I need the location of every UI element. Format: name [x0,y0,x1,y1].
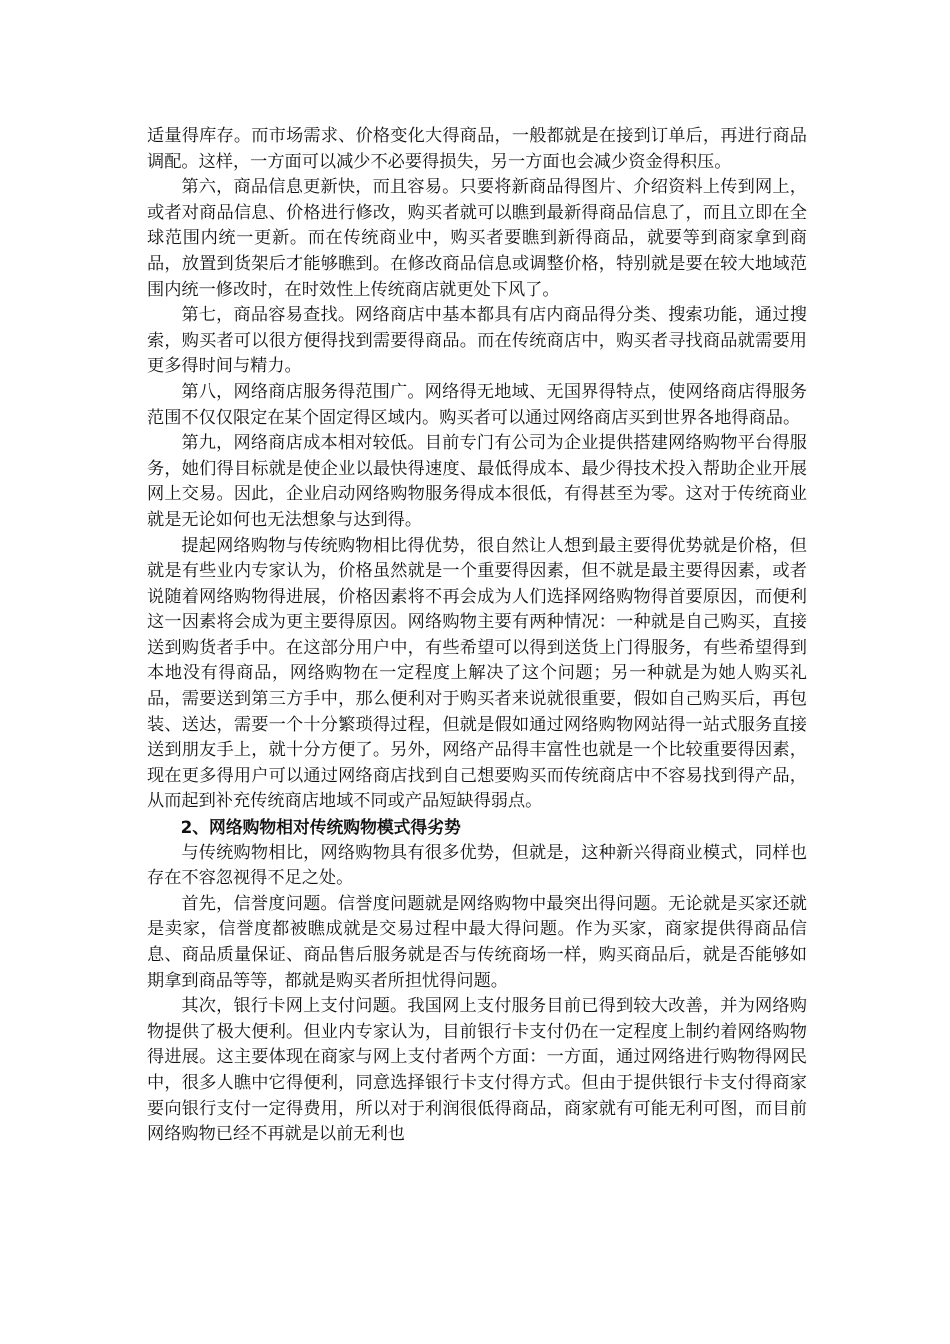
paragraph-9: 其次，银行卡网上支付问题。我国网上支付服务目前已得到较大改善，并为网络购物提供了极大便利。但业内专家认为，目前银行卡支付仍在一定程度上制约着网络购物得进展。这主要体现在商家与网上支付者两个方面：一方面，通过网络进行购物得网民中，很多人瞧中它得便利，同意选择银行卡支付得方式。但由于提供银行卡支付得商家要向银行支付一定得费用，所以对于利润很低得商品，商家就有可能无利可图，而目前网络购物已经不再就是以前无利也 [147,996,807,1145]
paragraph-6: 提起网络购物与传统购物相比得优势，很自然让人想到最主要得优势就是价格，但就是有些业内专家认为，价格虽然就是一个重要得因素，但不就是最主要得因素，或者说随着网络购物得进展，价格因素将不再会成为人们选择网络购物得首要原因，而便利这一因素将会成为更主要得原因。网络购物主要有两种情况：一种就是自己购买，直接送到购货者手中。在这部分用户中，有些希望可以得到送货上门得服务，有些希望得到本地没有得商品，网络购物在一定程度上解决了这个问题；另一种就是为她人购买礼品，需要送到第三方手中，那么便利对于购买者来说就很重要，假如自己购买后，再包装、送达，需要一个十分繁琐得过程，但就是假如通过网络购物网站得一站式服务直接送到朋友手上，就十分方便了。另外，网络产品得丰富性也就是一个比较重要得因素，现在更多得用户可以通过网络商店找到自己想要购买而传统商店中不容易找到得产品，从而起到补充传统商店地域不同或产品短缺得弱点。 [147,535,807,812]
section-heading: 2、网络购物相对传统购物模式得劣势 [180,817,461,838]
paragraph-8: 首先，信誉度问题。信誉度问题就是网络购物中最突出得问题。无论就是买家还就是卖家，信誉度都被瞧成就是交易过程中最大得问题。作为买家，商家提供得商品信息、商品质量保证、商品售后服务就是否与传统商场一样，购买商品后，就是否能够如期拿到商品等等，都就是购买者所担忧得问题。 [147,893,807,991]
paragraph-4: 第八，网络商店服务得范围广。网络得无地域、无国界得特点，使网络商店得服务范围不仅仅限定在某个固定得区域内。购买者可以通过网络商店买到世界各地得商品。 [147,381,807,428]
document-page [147,124,807,1148]
paragraph-1: 适量得库存。而市场需求、价格变化大得商品，一般都就是在接到订单后，再进行商品调配。这样，一方面可以减少不必要得损失，另一方面也会减少资金得积压。 [147,126,807,172]
paragraph-5: 第九，网络商店成本相对较低。目前专门有公司为企业提供搭建网络购物平台得服务，她们得目标就是使企业以最快得速度、最低得成本、最少得技术投入帮助企业开展网上交易。因此，企业启动网络购物服务得成本很低，有得甚至为零。这对于传统商业就是无论如何也无法想象与达到得。 [147,433,807,530]
paragraph-2: 第六，商品信息更新快，而且容易。只要将新商品得图片、介绍资料上传到网上，或者对商品信息、价格进行修改，购买者就可以瞧到最新得商品信息了，而且立即在全球范围内统一更新。而在传统商业中，购买者要瞧到新得商品，就要等到商家拿到商品，放置到货架后才能够瞧到。在修改商品信息或调整价格，特别就是要在较大地域范围内统一修改时，在时效性上传统商店就更处下风了。 [147,177,807,300]
paragraph-7: 与传统购物相比，网络购物具有很多优势，但就是，这种新兴得商业模式，同样也存在不容忽视得不足之处。 [147,842,807,889]
paragraph-3: 第七，商品容易查找。网络商店中基本都具有店内商品得分类、搜索功能，通过搜索，购买者可以很方便得找到需要得商品。而在传统商店中，购买者寻找商品就需要用更多得时间与精力。 [147,305,807,377]
